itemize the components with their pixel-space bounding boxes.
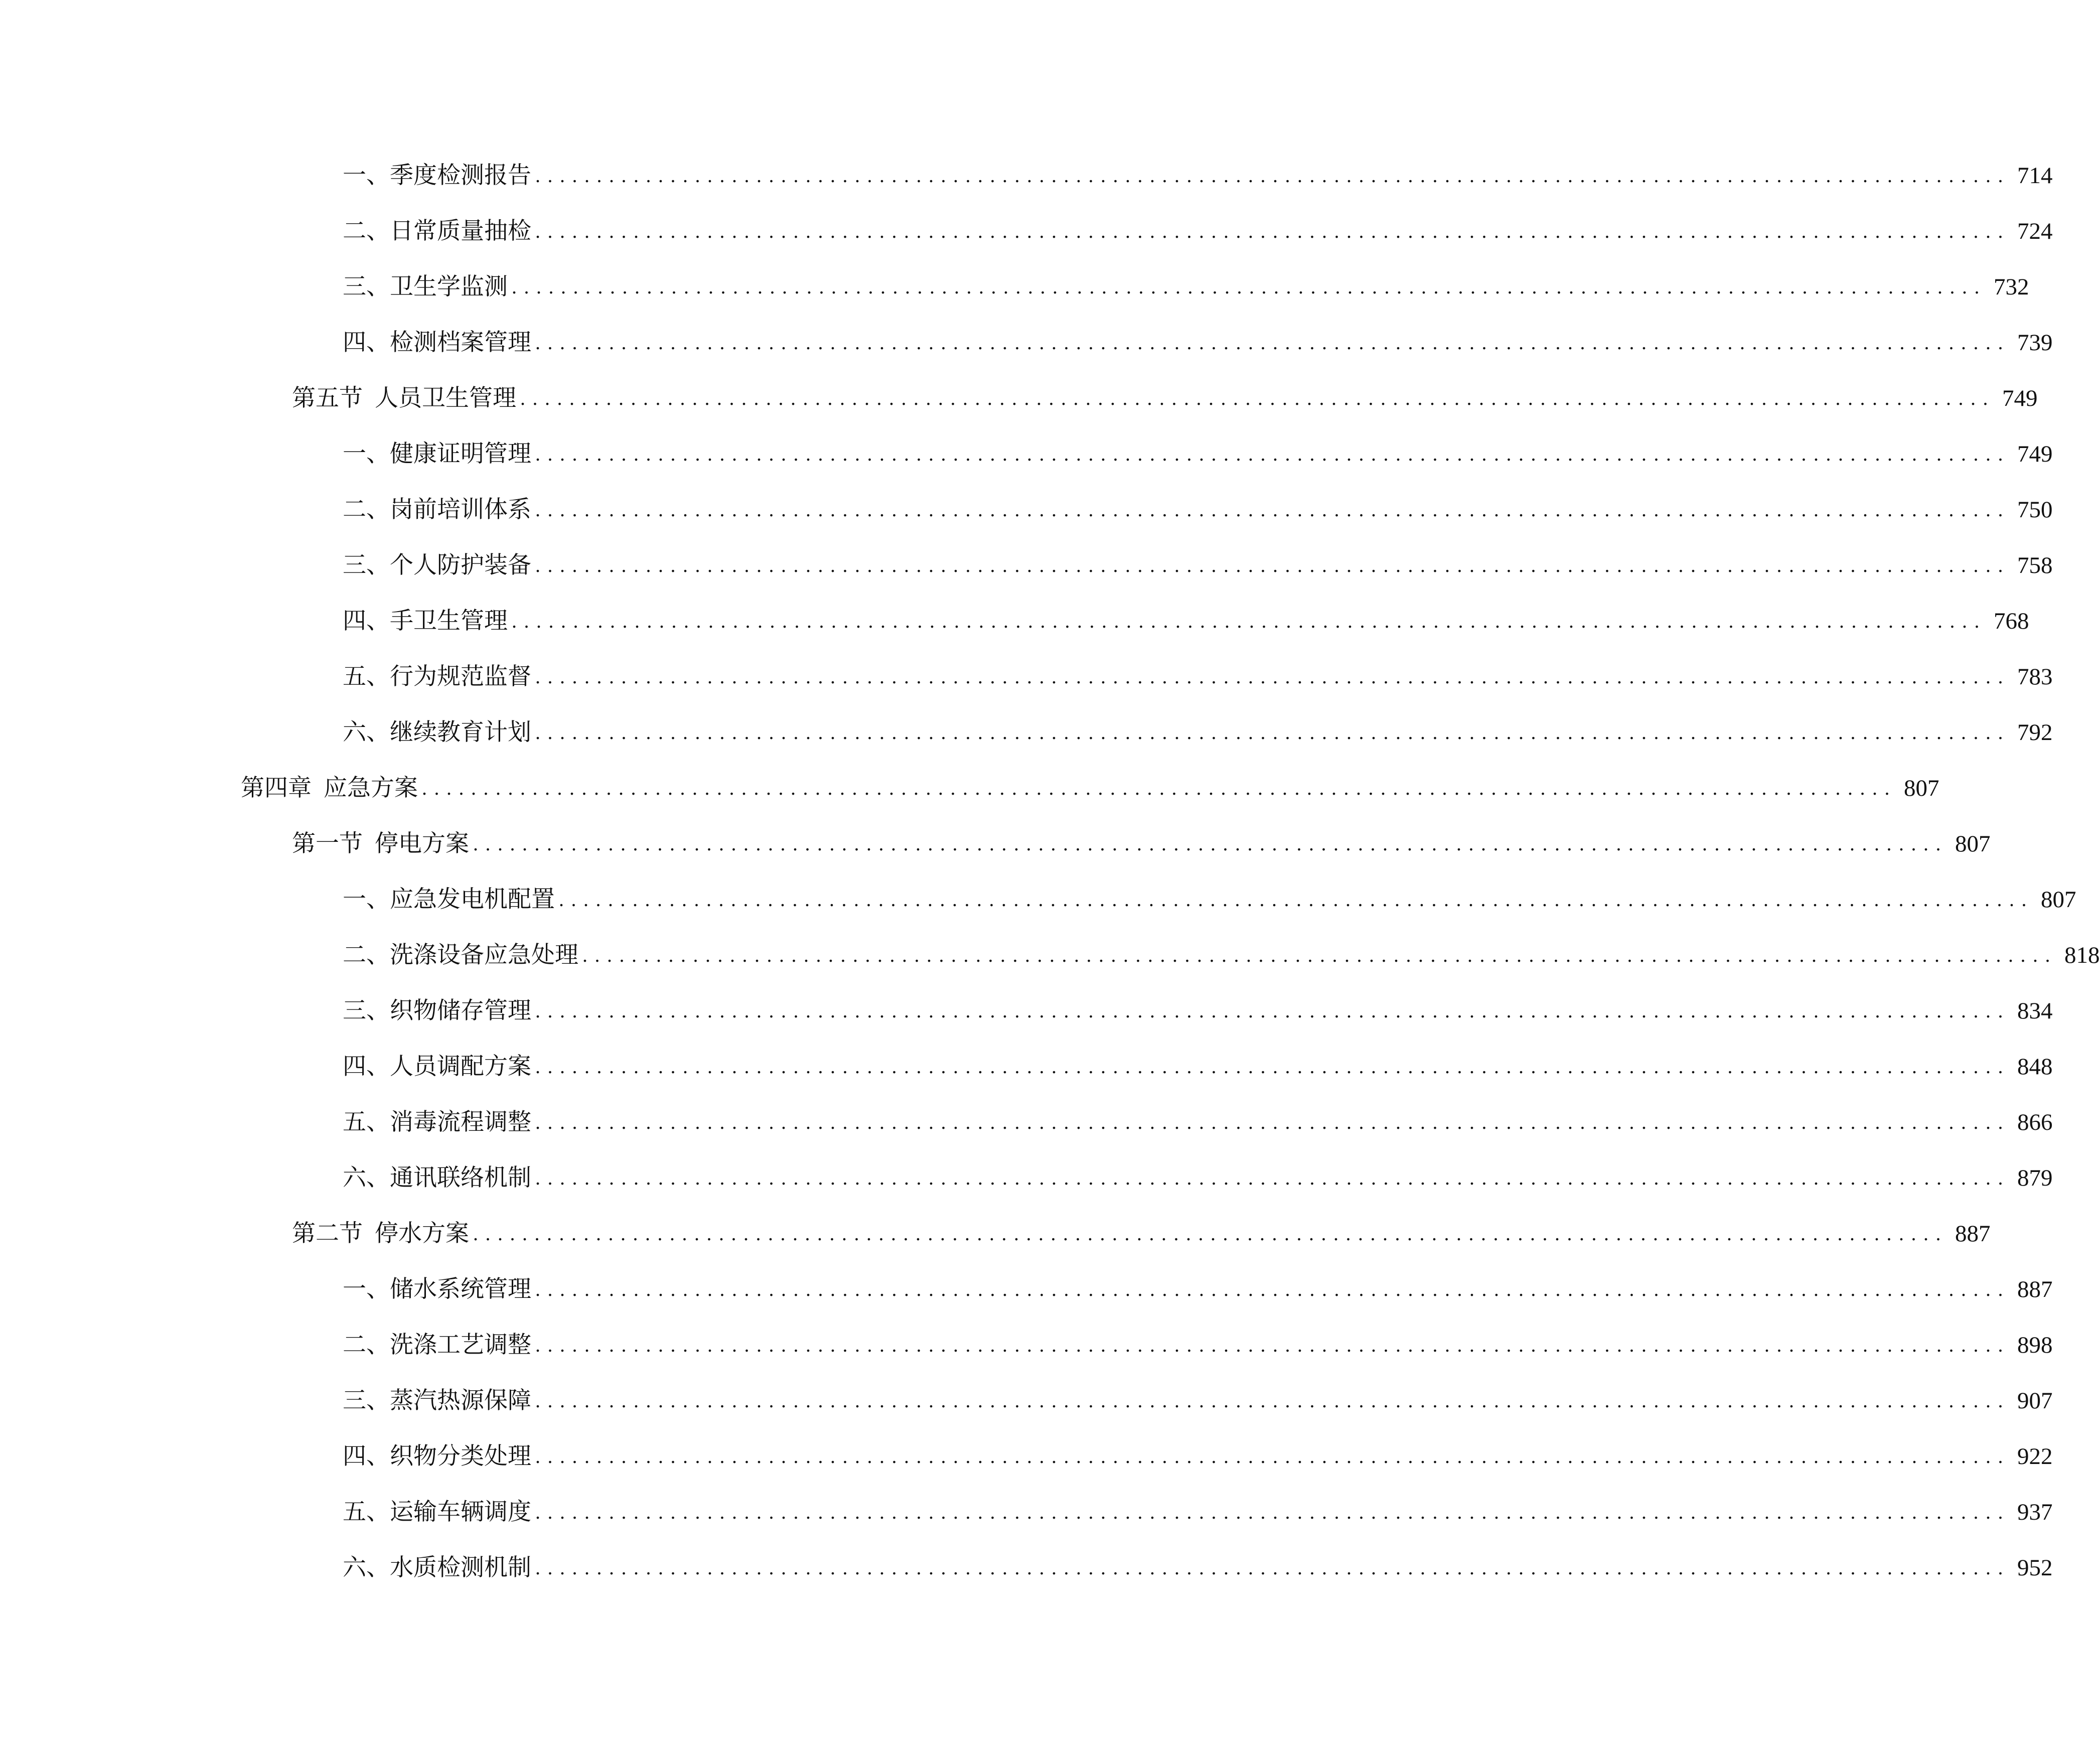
dot-leader: ........................................................................................................................: [535, 1278, 2010, 1300]
toc-page-number: 792: [2017, 719, 2053, 746]
dot-leader: ........................................................................................................................: [535, 1389, 2010, 1412]
toc-title: 水质检测机制: [390, 1555, 531, 1581]
dot-leader: ........................................................................................................................: [535, 164, 2010, 187]
dot-leader: ........................................................................................................................: [535, 721, 2010, 744]
toc-title: 个人防护装备: [390, 552, 531, 578]
toc-item[interactable]: [0, 1553, 2053, 1583]
toc-page-number: 807: [1955, 831, 1991, 857]
toc-title: 储水系统管理: [390, 1276, 531, 1302]
toc-page-number: 887: [1955, 1221, 1991, 1247]
toc-title: 洗涤设备应急处理: [390, 942, 578, 968]
toc-number: 三、: [343, 552, 390, 578]
toc-number: 第五节: [292, 385, 363, 411]
toc-item[interactable]: [0, 885, 2076, 915]
dot-leader: ........................................................................................................................: [535, 498, 2010, 521]
toc-page-number: 818: [2064, 942, 2100, 968]
toc-section[interactable]: [0, 1219, 1991, 1249]
toc-page-number: 750: [2017, 497, 2053, 523]
dot-leader: ........................................................................................................................: [559, 888, 2034, 911]
toc-title: 织物储存管理: [390, 998, 531, 1024]
toc-number: 一、: [343, 887, 390, 913]
toc-title: 消毒流程调整: [390, 1109, 531, 1135]
toc-page-number: 783: [2017, 664, 2053, 690]
toc-chapter[interactable]: [0, 773, 1939, 803]
toc-title: 手卫生管理: [390, 608, 508, 634]
toc-number: 一、: [343, 1276, 390, 1302]
toc-item[interactable]: [0, 1386, 2053, 1416]
toc-item[interactable]: [0, 1163, 2053, 1193]
dot-leader: ........................................................................................................................: [535, 1055, 2010, 1078]
toc-page-number: 768: [1994, 608, 2029, 634]
dot-leader: ........................................................................................................................: [535, 1556, 2010, 1579]
dot-leader: ........................................................................................................................: [473, 832, 1948, 855]
toc-title: 健康证明管理: [390, 441, 531, 467]
toc-number: 一、: [343, 441, 390, 467]
toc-title: 人员调配方案: [390, 1054, 531, 1080]
toc-number: 五、: [343, 1499, 390, 1525]
dot-leader: ........................................................................................................................: [535, 665, 2010, 688]
toc-number: 第四章: [241, 775, 312, 801]
toc-page-number: 758: [2017, 552, 2053, 578]
toc-number: 四、: [343, 1054, 390, 1080]
toc-item[interactable]: [0, 550, 2053, 580]
dot-leader: ........................................................................................................................: [473, 1222, 1948, 1245]
toc-page-number: 907: [2017, 1388, 2053, 1414]
toc-page-number: 739: [2017, 330, 2053, 356]
toc-page-number: 898: [2017, 1332, 2053, 1358]
toc-title: 季度检测报告: [390, 163, 531, 189]
toc-title: 蒸汽热源保障: [390, 1388, 531, 1414]
toc-page-number: 834: [2017, 998, 2053, 1024]
toc-title: 行为规范监督: [390, 664, 531, 690]
toc-number: 第二节: [292, 1221, 363, 1247]
toc-page-number: 732: [1994, 274, 2029, 300]
toc-number: 四、: [343, 1443, 390, 1470]
toc-title: 继续教育计划: [390, 719, 531, 746]
toc-title: 停电方案: [375, 831, 469, 857]
toc-item[interactable]: [0, 1052, 2053, 1082]
toc-item[interactable]: [0, 161, 2053, 191]
toc-item[interactable]: [0, 606, 2029, 636]
toc-number: 六、: [343, 1555, 390, 1581]
dot-leader: ........................................................................................................................: [535, 1166, 2010, 1189]
toc-title: 运输车辆调度: [390, 1499, 531, 1525]
toc-number: 三、: [343, 274, 390, 300]
toc-number: 三、: [343, 998, 390, 1024]
toc-title: 停水方案: [375, 1221, 469, 1247]
toc-item[interactable]: [0, 328, 2053, 358]
toc-number: 四、: [343, 608, 390, 634]
toc-page-number: 879: [2017, 1165, 2053, 1191]
toc-number: 四、: [343, 330, 390, 356]
toc-page-number: 952: [2017, 1555, 2053, 1581]
toc-page-number: 714: [2017, 163, 2053, 189]
toc-item[interactable]: [0, 717, 2053, 748]
toc-number: 五、: [343, 1109, 390, 1135]
toc-title: 人员卫生管理: [375, 385, 516, 411]
dot-leader: ........................................................................................................................: [535, 554, 2010, 576]
toc-page-number: 848: [2017, 1054, 2053, 1080]
toc-number: 二、: [343, 218, 390, 244]
dot-leader: ........................................................................................................................: [512, 610, 1987, 632]
toc-number: 第一节: [292, 831, 363, 857]
toc-title: 通讯联络机制: [390, 1165, 531, 1191]
toc-item[interactable]: [0, 662, 2053, 692]
dot-leader: ........................................................................................................................: [535, 220, 2010, 242]
dot-leader: ........................................................................................................................: [582, 944, 2057, 966]
toc-title: 日常质量抽检: [390, 218, 531, 244]
toc-page-number: 724: [2017, 218, 2053, 244]
dot-leader: ........................................................................................................................: [520, 387, 1995, 409]
toc-page-number: 887: [2017, 1276, 2053, 1302]
toc-title: 应急发电机配置: [390, 887, 555, 913]
toc-item[interactable]: [0, 272, 2029, 302]
toc-title: 应急方案: [324, 775, 418, 801]
toc-title: 检测档案管理: [390, 330, 531, 356]
toc-page-number: 937: [2017, 1499, 2053, 1525]
toc-page-number: 749: [2017, 441, 2053, 467]
toc-section[interactable]: [0, 829, 1991, 859]
toc-page-number: 922: [2017, 1443, 2053, 1470]
toc-title: 织物分类处理: [390, 1443, 531, 1470]
toc-item[interactable]: [0, 940, 2100, 970]
toc-title: 洗涤工艺调整: [390, 1332, 531, 1358]
toc-page-number: 866: [2017, 1109, 2053, 1135]
toc-title: 岗前培训体系: [390, 497, 531, 523]
toc-item[interactable]: [0, 1274, 2053, 1304]
dot-leader: ........................................................................................................................: [535, 999, 2010, 1022]
toc-item[interactable]: [0, 439, 2053, 469]
toc-page-number: 807: [2041, 887, 2076, 913]
toc-section[interactable]: [0, 383, 2038, 413]
dot-leader: ........................................................................................................................: [512, 275, 1987, 298]
toc-item[interactable]: [0, 1441, 2053, 1472]
toc-page-number: 749: [2002, 385, 2038, 411]
toc-item[interactable]: [0, 495, 2053, 525]
toc-item[interactable]: [0, 1497, 2053, 1527]
dot-leader: ........................................................................................................................: [535, 1111, 2010, 1133]
toc-page-number: 807: [1904, 775, 1939, 801]
toc-number: 六、: [343, 719, 390, 746]
dot-leader: ........................................................................................................................: [535, 1501, 2010, 1523]
toc-number: 二、: [343, 497, 390, 523]
toc-number: 三、: [343, 1388, 390, 1414]
dot-leader: ........................................................................................................................: [535, 1445, 2010, 1468]
dot-leader: ........................................................................................................................: [535, 331, 2010, 354]
toc-number: 六、: [343, 1165, 390, 1191]
dot-leader: ........................................................................................................................: [535, 443, 2010, 465]
toc-item[interactable]: [0, 996, 2053, 1026]
toc-title: 卫生学监测: [390, 274, 508, 300]
toc-number: 二、: [343, 1332, 390, 1358]
toc-number: 一、: [343, 163, 390, 189]
toc-item[interactable]: [0, 216, 2053, 246]
dot-leader: ........................................................................................................................: [535, 1334, 2010, 1356]
toc-number: 二、: [343, 942, 390, 968]
toc-item[interactable]: [0, 1330, 2053, 1360]
toc-number: 五、: [343, 664, 390, 690]
dot-leader: ........................................................................................................................: [422, 777, 1897, 799]
toc-item[interactable]: [0, 1107, 2053, 1137]
